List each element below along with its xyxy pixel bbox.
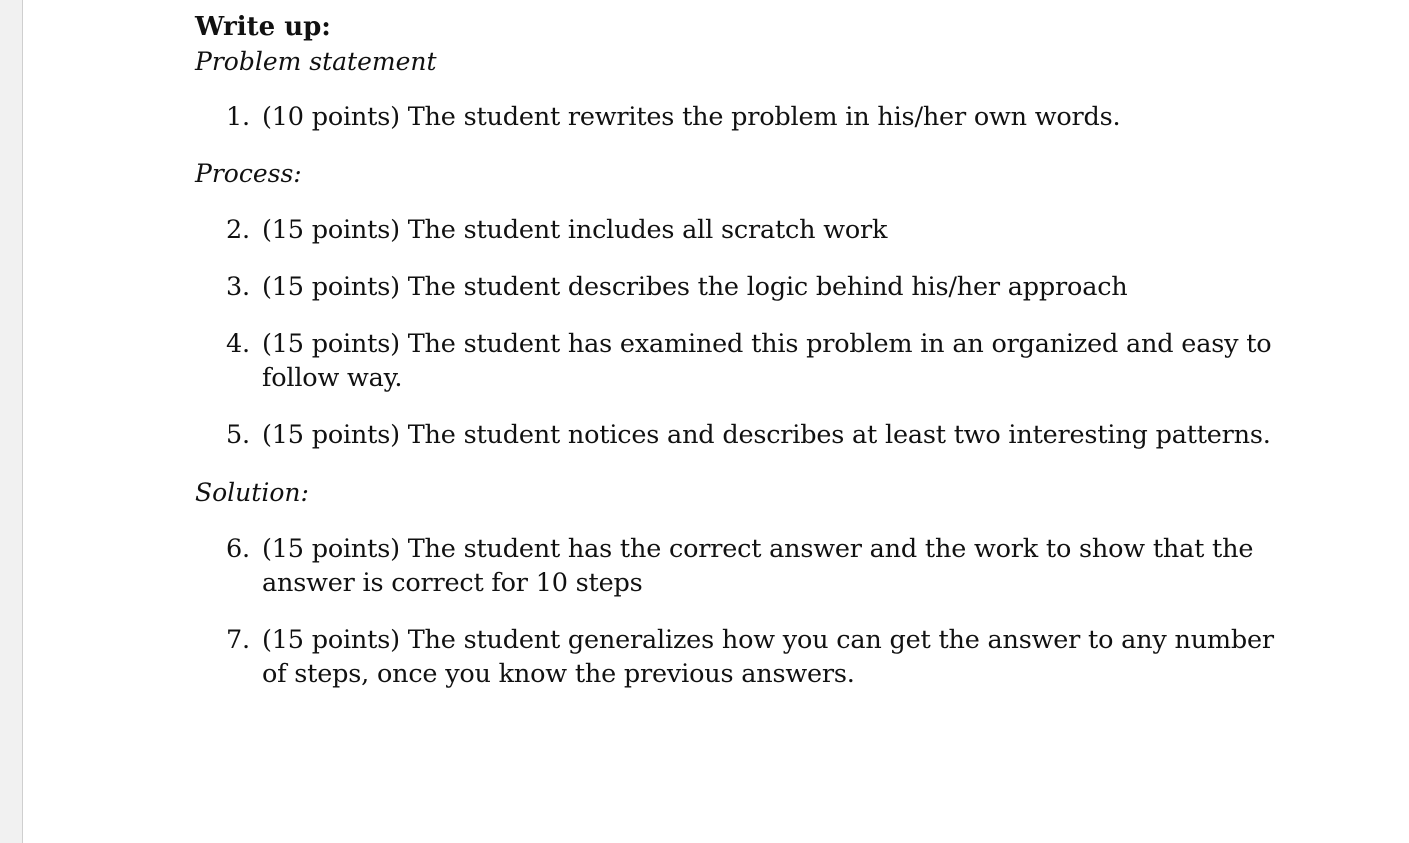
rubric-item-1 xyxy=(195,100,1305,134)
item-number: 4. xyxy=(226,329,250,359)
item-number: 2. xyxy=(226,215,250,245)
solution-list xyxy=(195,532,1305,691)
rubric-item-6 xyxy=(195,532,1305,600)
item-text: (15 points) The student has the correct answer and the work to show that the answer is correct for 10 steps xyxy=(262,534,1254,598)
document-page xyxy=(22,0,1409,843)
solution-heading: Solution: xyxy=(195,478,309,507)
rubric-item-3 xyxy=(195,270,1305,304)
rubric-item-7 xyxy=(195,623,1305,691)
process-heading: Process: xyxy=(195,159,302,188)
item-number: 5. xyxy=(226,420,250,450)
item-text: (15 points) The student notices and describes at least two interesting patterns. xyxy=(262,420,1271,450)
item-number: 3. xyxy=(226,272,250,302)
item-text: (15 points) The student includes all scratch work xyxy=(262,215,888,245)
item-text: (15 points) The student has examined this problem in an organized and easy to follow way. xyxy=(262,329,1272,393)
rubric-item-4 xyxy=(195,327,1305,395)
write-up-title: Write up: xyxy=(195,12,331,42)
item-number: 6. xyxy=(226,534,250,564)
process-list xyxy=(195,213,1305,452)
item-text: (10 points) The student rewrites the problem in his/her own words. xyxy=(262,102,1121,132)
item-text: (15 points) The student generalizes how you can get the answer to any number of steps, once you know the previous answers. xyxy=(262,625,1274,689)
item-number: 1. xyxy=(226,102,250,132)
problem-statement-list xyxy=(195,100,1305,134)
rubric-item-5 xyxy=(195,418,1305,452)
rubric-content xyxy=(195,8,1305,691)
item-number: 7. xyxy=(226,625,250,655)
rubric-item-2 xyxy=(195,213,1305,247)
problem-statement-heading: Problem statement xyxy=(195,47,437,76)
item-text: (15 points) The student describes the logic behind his/her approach xyxy=(262,272,1128,302)
